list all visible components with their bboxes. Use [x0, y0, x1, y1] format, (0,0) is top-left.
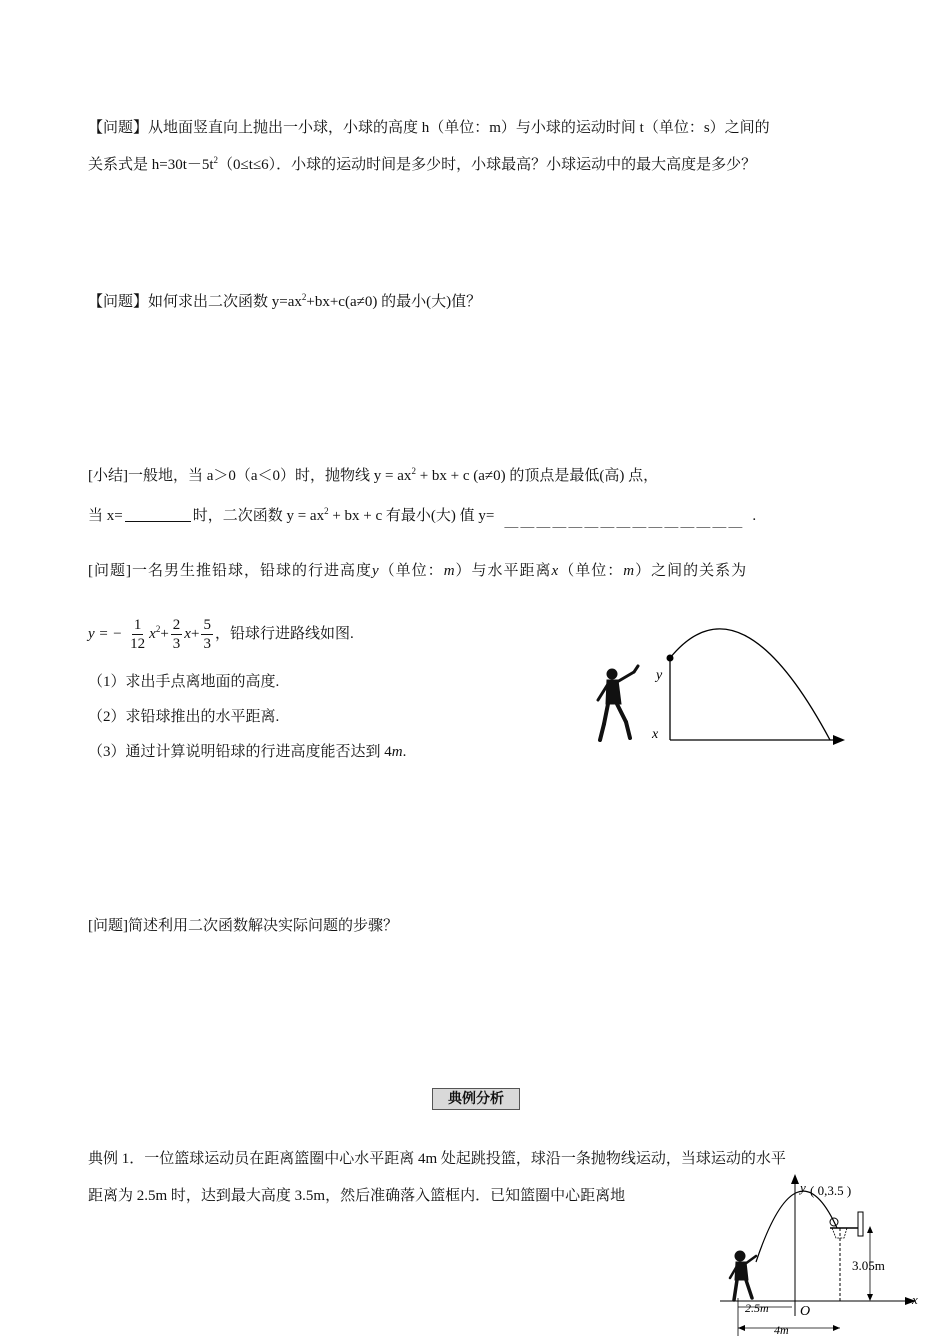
origin-label: O — [800, 1304, 811, 1319]
q3-unit2: （单位： — [559, 563, 624, 579]
ball-path — [756, 1191, 837, 1262]
frac1-den: 12 — [130, 636, 146, 653]
q3-intro-text: [问题]一名男生推铅球，铅球的行进高度 — [88, 563, 372, 579]
q3-intro — [88, 561, 747, 581]
basketball-figure — [712, 1170, 934, 1342]
q2-text-a: 【问题】如何求出二次函数 y=ax — [88, 294, 302, 310]
height-arrow-top — [867, 1226, 873, 1233]
summary-line2-exponent: 2 — [324, 506, 329, 516]
summary-line1-exponent: 2 — [411, 466, 416, 476]
q1-line2-b: （0≤t≤6）．小球的运动时间是多少时，小球最高？小球运动中的最大高度是多少？ — [218, 157, 757, 173]
eq-x-squared: x — [149, 626, 156, 642]
summary-line2 — [88, 506, 756, 532]
athlete-silhouette — [598, 666, 638, 740]
q3-unit-close: ）与水平距离 — [455, 563, 552, 579]
q3-var-y: y — [372, 563, 380, 579]
q3-sub3 — [88, 742, 406, 762]
q3-sub3-end: . — [402, 744, 407, 760]
section-title: 典例分析 — [432, 1088, 520, 1110]
shot-ball — [667, 655, 674, 662]
hoop-height-label: 3.05m — [852, 1258, 885, 1273]
eq-x: x — [184, 626, 191, 642]
dist2-arrow-left — [738, 1325, 745, 1331]
q3-unit-close2: ）之间的关系为 — [635, 563, 748, 579]
summary-line2-b: 时，二次函数 y = ax — [192, 508, 325, 524]
example1-line1: 典例 1．一位篮球运动员在距离篮圈中心水平距离 4m 处起跳投篮，球沿一条抛物线运动，当球运动的水平 — [88, 1151, 786, 1167]
q3-unit-m2: m — [623, 563, 636, 579]
q1-line1: 【问题】从地面竖直向上抛出一小球，小球的高度 h（单位：m）与小球的运动时间 t（单位：s）之间的 — [88, 120, 770, 136]
shot-put-figure — [590, 612, 855, 752]
answer-dash-line: ＿＿＿＿＿＿＿＿＿＿＿＿＿＿＿ — [504, 514, 745, 530]
q2-exponent: 2 — [301, 292, 307, 302]
dist2-label: 4m — [774, 1323, 789, 1337]
figure2-x-label: x — [912, 1292, 918, 1307]
frac2-den: 3 — [172, 636, 181, 653]
summary-line1-b: + bx + c (a≠0) 的顶点是最低(高) 点， — [415, 468, 659, 484]
q3-sub3-m: m — [391, 744, 403, 760]
q1-line2 — [88, 155, 756, 175]
figure-x-label: x — [652, 727, 659, 742]
fraction-5-3 — [201, 616, 213, 653]
trajectory-curve — [670, 629, 830, 740]
summary-line2-end: . — [752, 508, 757, 524]
summary-line2-c: + bx + c 有最小(大) 值 y= — [328, 508, 495, 524]
frac3-num: 5 — [203, 617, 211, 634]
q3-sub2: （2）求铅球推出的水平距离. — [88, 709, 280, 725]
q3-sub1: （1）求出手点离地面的高度. — [88, 674, 280, 690]
q3-sub3-a: （3）通过计算说明铅球的行进高度能否达到 4 — [88, 744, 392, 760]
frac1-num: 1 — [133, 617, 142, 634]
q3-unit1: （单位： — [379, 563, 444, 579]
answer-blank — [125, 507, 191, 522]
backboard — [858, 1212, 863, 1236]
summary-line1 — [88, 466, 658, 486]
frac2-num: 2 — [172, 617, 181, 634]
eq-exponent: 2 — [155, 624, 161, 634]
q1-exponent: 2 — [213, 155, 219, 165]
vertex-label: ( 0,3.5 ) — [810, 1183, 852, 1198]
summary-line2-a: 当 x= — [88, 508, 123, 524]
frac3-den: 3 — [203, 636, 211, 653]
eq-plus2: + — [190, 626, 200, 642]
q1-line2-a: 关系式是 h=30t－5t — [88, 157, 214, 173]
q3-equation — [88, 612, 354, 656]
figure2-y-label: y — [800, 1180, 806, 1195]
fraction-2-3 — [171, 616, 183, 653]
q3-unit-m1: m — [443, 563, 456, 579]
q4-text: [问题]简述利用二次函数解决实际问题的步骤？ — [88, 918, 398, 934]
height-arrow-bottom — [867, 1294, 873, 1301]
summary-line1-a: [小结]一般地，当 a＞0（a＜0）时，抛物线 y = ax — [88, 468, 412, 484]
basketball-player — [730, 1251, 756, 1300]
figure2-y-arrow — [791, 1174, 799, 1184]
q2-text — [88, 292, 481, 312]
example1-line2: 距离为 2.5m 时，达到最大高度 3.5m，然后准确落入篮框内．已知篮圈中心距离地 — [88, 1188, 626, 1204]
eq-plus1: + — [160, 626, 169, 642]
figure-y-label: y — [656, 668, 663, 683]
dist2-arrow-right — [833, 1325, 840, 1331]
eq-lhs: y = − — [88, 626, 123, 642]
dist1-label: 2.5m — [745, 1301, 769, 1315]
x-axis-arrow — [833, 735, 845, 745]
q2-text-b: +bx+c(a≠0) 的最小(大)值？ — [306, 294, 482, 310]
fraction-1-12 — [128, 616, 147, 653]
eq-tail: ，铅球行进路线如图. — [214, 626, 354, 642]
q3-var-x: x — [551, 563, 560, 579]
